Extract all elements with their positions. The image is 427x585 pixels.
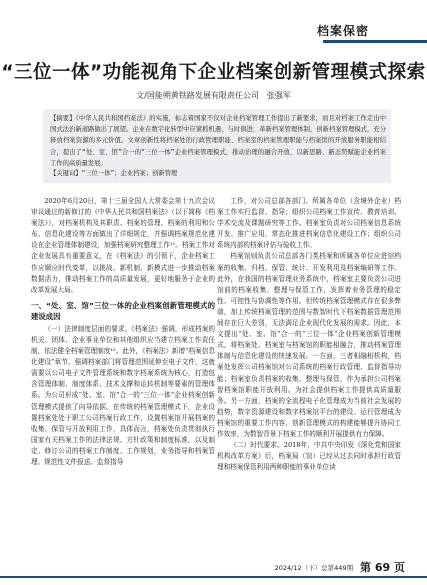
right-column <box>217 196 401 473</box>
body-paragraph-2: 档案馆则负责公司总部各门类档案和所属各单位应进馆档案的收集、归档、保管、统计、开发利用及档案编研等工作。此外，在我国的档案管理业务系统中，档案室主要负责公司进馆前的档案收集、整理与保管工作，发挥着业务管理的稳定性、可控性与协调性等作用。但传统档案管理模式存在很多弊端，加上传统档案管理的范围与数智时代下档案数据管理范围间存在巨大差别，无法满足企业现代化发展的需求。因此，本文提出“处、室、馆”合一的“三位一体”企业档案创新管理模式，将档案处、档案室与档案馆的职能相融合，推动档案管理体制与信息化建设的快速发展。一方面，三者相融相机构，档案处发挥公司档案馆对公司系统的档案行政管理、监督指导功能；档案室负责档案的收集、整理与保管，作为承担公司档案智档案馆职能开放利用。为社会提供档案工作提供高质量服务。另一方面，档案的全流程电子化管理成为当前社会发展的趋势，数字资源建设和数字档案馆平台的建设、运行管理成为档案馆的重要工作内容，创新管理模式的构建能够提升协同工作效率，为数智背景下档案工作的顺利开展提供有力保障。 <box>217 252 401 438</box>
keywords-text: 【关键词】“三位一体”；企业档案；创新管理 <box>50 170 178 177</box>
body-paragraph-1: 工作，对公司总部各部门、所属各单位（含境外企业）档案工作实行监督、指导；组织公司档案工作宣传、教育培训、学术交流及课题研究等工作。档案室负责对公司档案信息系统开发、推广应用，常态化推进档案信息化建设工作；组织公司系统内部的档案评估与验收工作。 <box>217 197 401 250</box>
footer-rule <box>0 576 427 578</box>
intro-paragraph: 2020年6月20日，第十三届全国人大常委会第十九次会议审议通过的新修订的《中华人民共和国档案法》（以下简称《档案法》），对档案机构及其职责、档案的管理、档案的利用和公布、信息化建设等方面做出了详细规定，并强调档案规范化建设在企业管理体制建设，加强档案研究整理工作¹¹。档案工作对企业发展具有重要意义，在《档案法》的引领下，企业档案工作应顺应时代变革，以挑战、新机制、新模式进一步推动档案数据活力，推动档案工作的高质量发展，更好地服务于企业的改革发展大局。 <box>31 197 215 294</box>
page-number: 第 69 页 <box>360 561 405 574</box>
section-label: 档案保密 <box>316 24 369 38</box>
body-paragraph-3: （二）时代要求。2018年，中共中央印发《深化党和国家机构改革方案》后，档案局（馆）已经从过去同时承担行政管理和档案保管利用两种职能的事业单位读 <box>217 441 401 472</box>
abstract-text: 【摘要】《中华人民共和国档案法》的实施，标志着国家不仅对企业档案管理工作提出了新要求，而且对档案工作走出中国式法治新道路做出了展望。企业在数字化转型中应紧抓机遇，与时俱进，革新档案管理体制，创新档案管理模式，充分释放档案资源的多元价值。文章创新性将档案处的行政管理职能、档案室的档案管理职能与档案馆的开放服务职能相结合，提出了“处、室、馆”合一的“三位一体”企业档案管理模式，推动治理的融合开放，以新思路、新态势赋能企业档案工作的高质量发展。 <box>50 115 386 167</box>
article-author: 文/国能朔黄铁路发展有限责任公司 张强军 <box>136 91 291 100</box>
section-rule <box>323 40 427 43</box>
article-title: “三位一体”功能视角下企业档案创新管理模式探索 <box>1 62 426 83</box>
left-column <box>31 196 215 468</box>
subsection-paragraph-1: （一）法律制度层面的要求。《档案法》强调，形成档案的机关、团体、企业事业单位和其他组织应当建立档案工作责任制，依法健全档案管理制度¹²。此外，《档案法》新增“档案信息化建设”章节，强调档案部门将管理范围延伸至电子文件，这就需要以公司电子文件管理系统和数字档案系统为核心，打造包含管理体制、制度体系、技术支撑和运转机制等要素的管理体系。为公司形成“处、室、馆”合一的“三位一体”企业档案创新管理模式提供了向导依据。在传统的档案管理模式下，企业设置档案处处于职工公司档案行政工作，设置档案馆开展档案的收集、保管与开放利用工作，具体而言，档案处负责贯彻执行国家有关档案工作的法律法规、方针政策和制度标准，以及制定、修订公司的档案工作制度、工作规划，业务指导和档案管理、规范性文件报送、监督指导 <box>31 324 215 466</box>
section-heading-1: 一、“处、室、馆”三位一体的企业档案创新管理模式的建设成因 <box>31 300 215 321</box>
issue-date: 2024/12（下）总第449期 <box>274 564 353 572</box>
